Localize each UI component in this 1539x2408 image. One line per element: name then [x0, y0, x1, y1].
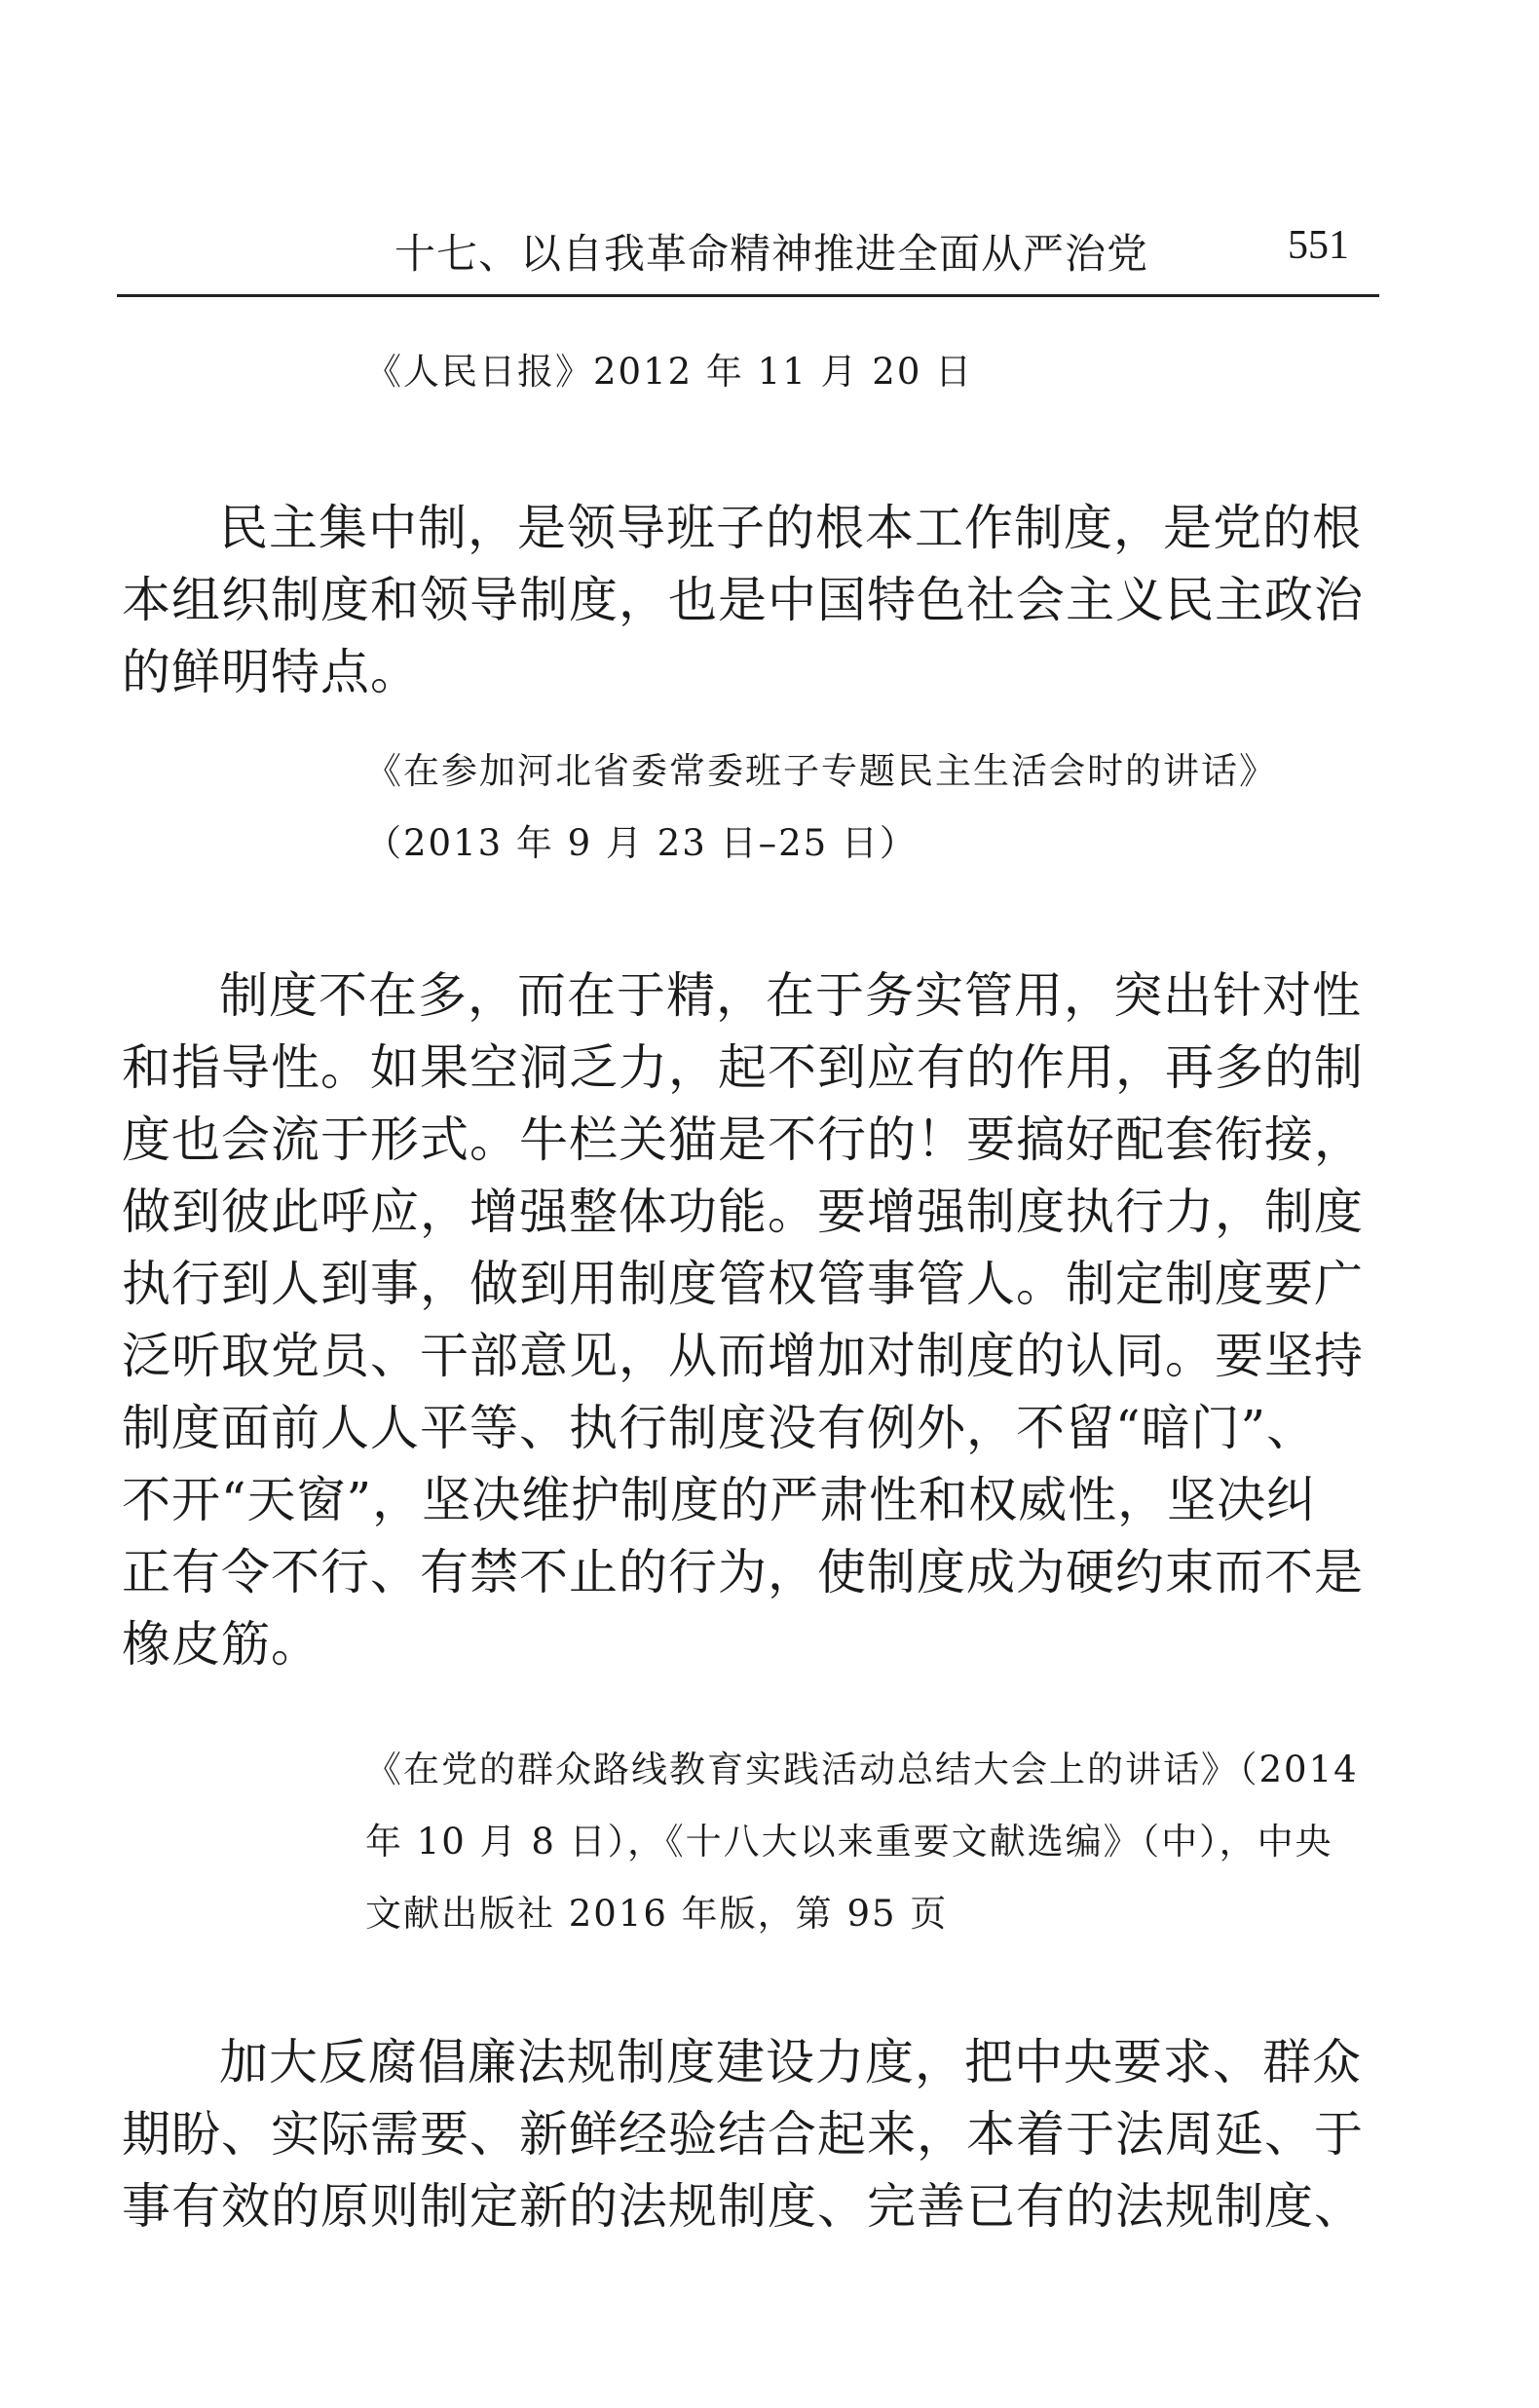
source-citation: [365, 336, 973, 408]
body-paragraph: [122, 959, 1378, 1680]
paragraph-line: 加大反腐倡廉法规制度建设力度，把中央要求、群众: [219, 2034, 1362, 2090]
citation-line: 年 10 月 8 日），《十八大以来重要文献选编》（中），中央: [365, 1821, 1333, 1862]
paragraph-line: 事有效的原则制定新的法规制度、完善已有的法规制度、: [122, 2178, 1364, 2235]
citation-line: 《在参加河北省委常委班子专题民主生活会时的讲话》: [365, 750, 1277, 792]
paragraph-line: 不开“天窗”，坚决维护制度的严肃性和权威性，坚决纠: [122, 1472, 1317, 1528]
paragraph-line: 本组织制度和领导制度，也是中国特色社会主义民主政治: [122, 572, 1364, 628]
paragraph-line: 正有令不行、有禁不止的行为，使制度成为硬约束而不是: [122, 1544, 1364, 1600]
paragraph-line: 和指导性。如果空洞乏力，起不到应有的作用，再多的制: [122, 1039, 1364, 1096]
paragraph-line: 做到彼此呼应，增强整体功能。要增强制度执行力，制度: [122, 1184, 1364, 1240]
paragraph-line: 度也会流于形式。牛栏关猫是不行的！要搞好配套衔接，: [122, 1111, 1364, 1168]
citation-line: 《人民日报》2012 年 11 月 20 日: [365, 351, 974, 393]
citation-line: 《在党的群众路线教育实践活动总结大会上的讲话》（2014: [365, 1749, 1359, 1790]
body-paragraph: [122, 2026, 1378, 2242]
chapter-title: 十七、以自我革命精神推进全面从严治党: [394, 230, 1149, 278]
paragraph-line: 泛听取党员、干部意见，从而增加对制度的认同。要坚持: [122, 1328, 1364, 1384]
paragraph-line: 橡皮筋。: [122, 1616, 320, 1673]
citation-line: 文献出版社 2016 年版，第 95 页: [365, 1893, 949, 1935]
page-number: 551: [1288, 223, 1349, 268]
paragraph-line: 的鲜明特点。: [122, 644, 420, 700]
paragraph-line: 期盼、实际需要、新鲜经验结合起来，本着于法周延、于: [122, 2106, 1364, 2163]
source-citation: [365, 735, 1277, 880]
running-head: [122, 222, 1378, 290]
source-citation: [365, 1734, 1359, 1950]
paragraph-line: 制度面前人人平等、执行制度没有例外，不留“暗门”、: [122, 1400, 1317, 1456]
paragraph-line: 执行到人到事，做到用制度管权管事管人。制定制度要广: [122, 1256, 1364, 1312]
header-rule: [117, 294, 1379, 297]
body-paragraph: [122, 492, 1378, 708]
citation-line: （2013 年 9 月 23 日–25 日）: [365, 822, 918, 864]
paragraph-line: 民主集中制，是领导班子的根本工作制度，是党的根: [219, 500, 1362, 556]
paragraph-line: 制度不在多，而在于精，在于务实管用，突出针对性: [219, 967, 1362, 1024]
